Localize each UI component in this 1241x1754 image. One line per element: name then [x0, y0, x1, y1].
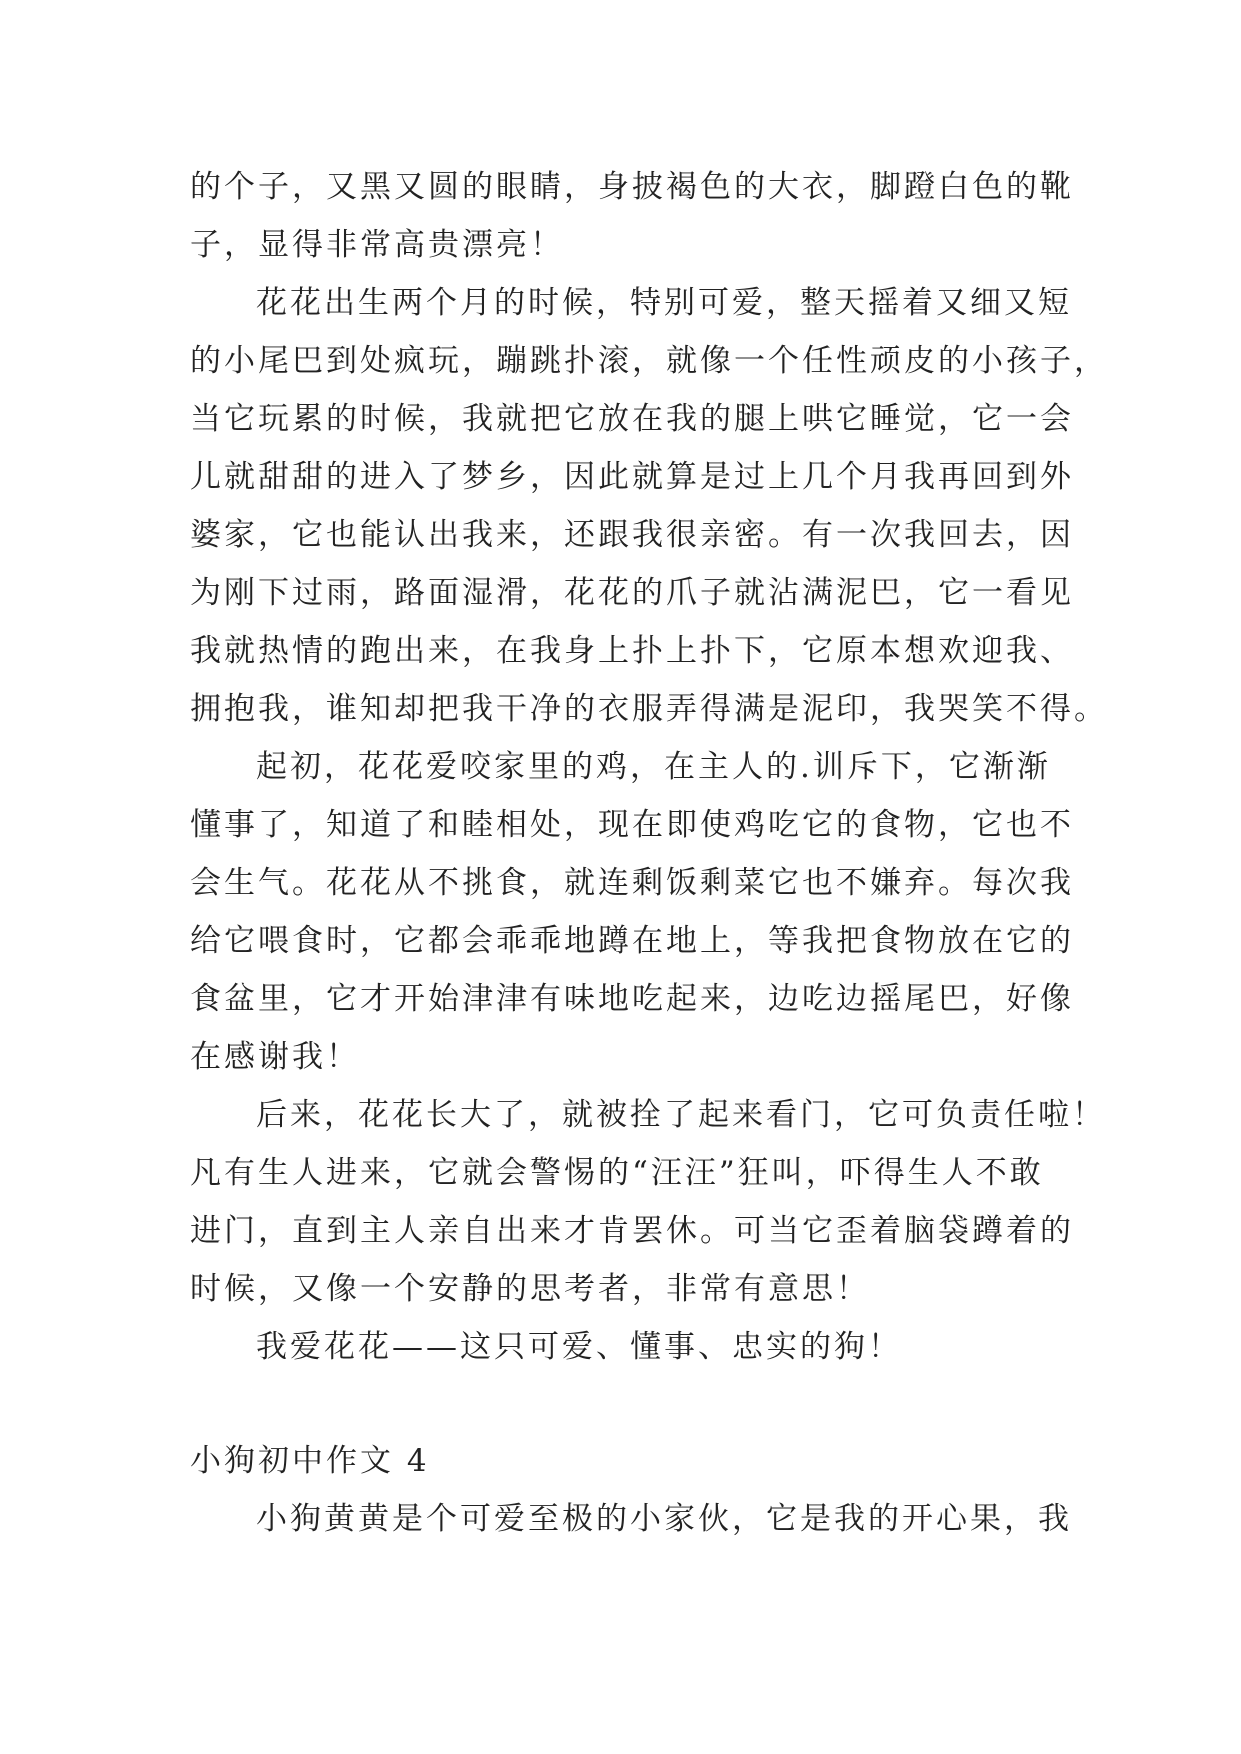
section-gap	[190, 1376, 1060, 1432]
text-line: 会生气。花花从不挑食，就连剩饭剩菜它也不嫌弃。每次我	[190, 865, 1074, 901]
text-line: 起初，花花爱咬家里的鸡，在主人的.训斥下，它渐渐	[256, 749, 1051, 785]
paragraph-guard	[190, 1086, 1106, 1318]
paragraph-chickens	[190, 738, 1074, 1086]
document-body	[190, 158, 1108, 1548]
text-line: 小狗黄黄是个可爱至极的小家伙，它是我的开心果，我	[256, 1501, 1072, 1537]
text-line: 后来，花花长大了，就被拴了起来看门，它可负责任啦！	[256, 1097, 1106, 1133]
text-line: 的小尾巴到处疯玩，蹦跳扑滚，就像一个任性顽皮的小孩子，	[190, 343, 1108, 379]
text-line: 为刚下过雨，路面湿滑，花花的爪子就沾满泥巴，它一看见	[190, 575, 1074, 611]
text-line: 我就热情的跑出来，在我身上扑上扑下，它原本想欢迎我、	[190, 633, 1074, 669]
text-line: 的个子，又黑又圆的眼睛，身披褐色的大衣，脚蹬白色的靴	[190, 169, 1074, 205]
text-line: 进门，直到主人亲自出来才肯罢休。可当它歪着脑袋蹲着的	[190, 1213, 1074, 1249]
text-line: 儿就甜甜的进入了梦乡，因此就算是过上几个月我再回到外	[190, 459, 1074, 495]
text-line: 当它玩累的时候，我就把它放在我的腿上哄它睡觉，它一会	[190, 401, 1074, 437]
paragraph-birth	[190, 274, 1108, 738]
text-line: 给它喂食时，它都会乖乖地蹲在地上，等我把食物放在它的	[190, 923, 1074, 959]
text-line: 凡有生人进来，它就会警惕的“汪汪”狂叫，吓得生人不敢	[190, 1155, 1044, 1191]
text-line: 子，显得非常高贵漂亮！	[190, 227, 564, 263]
paragraph-continuation	[190, 158, 1074, 274]
text-line: 婆家，它也能认出我来，还跟我很亲密。有一次我回去，因	[190, 517, 1074, 553]
text-line: 懂事了，知道了和睦相处，现在即使鸡吃它的食物，它也不	[190, 807, 1074, 843]
text-line: 时候，又像一个安静的思考者，非常有意思！	[190, 1271, 870, 1307]
paragraph-next-essay	[190, 1490, 1072, 1548]
text-line: 食盆里，它才开始津津有味地吃起来，边吃边摇尾巴，好像	[190, 981, 1074, 1017]
text-line: 在感谢我！	[190, 1039, 360, 1075]
text-line: 花花出生两个月的时候，特别可爱，整天摇着又细又短	[256, 285, 1072, 321]
text-line: 我爱花花——这只可爱、懂事、忠实的狗！	[256, 1329, 902, 1365]
paragraph-conclusion	[190, 1318, 1060, 1376]
text-line: 拥抱我，谁知却把我干净的衣服弄得满是泥印，我哭笑不得。	[190, 691, 1108, 727]
section-heading: 小狗初中作文 4	[190, 1443, 430, 1479]
